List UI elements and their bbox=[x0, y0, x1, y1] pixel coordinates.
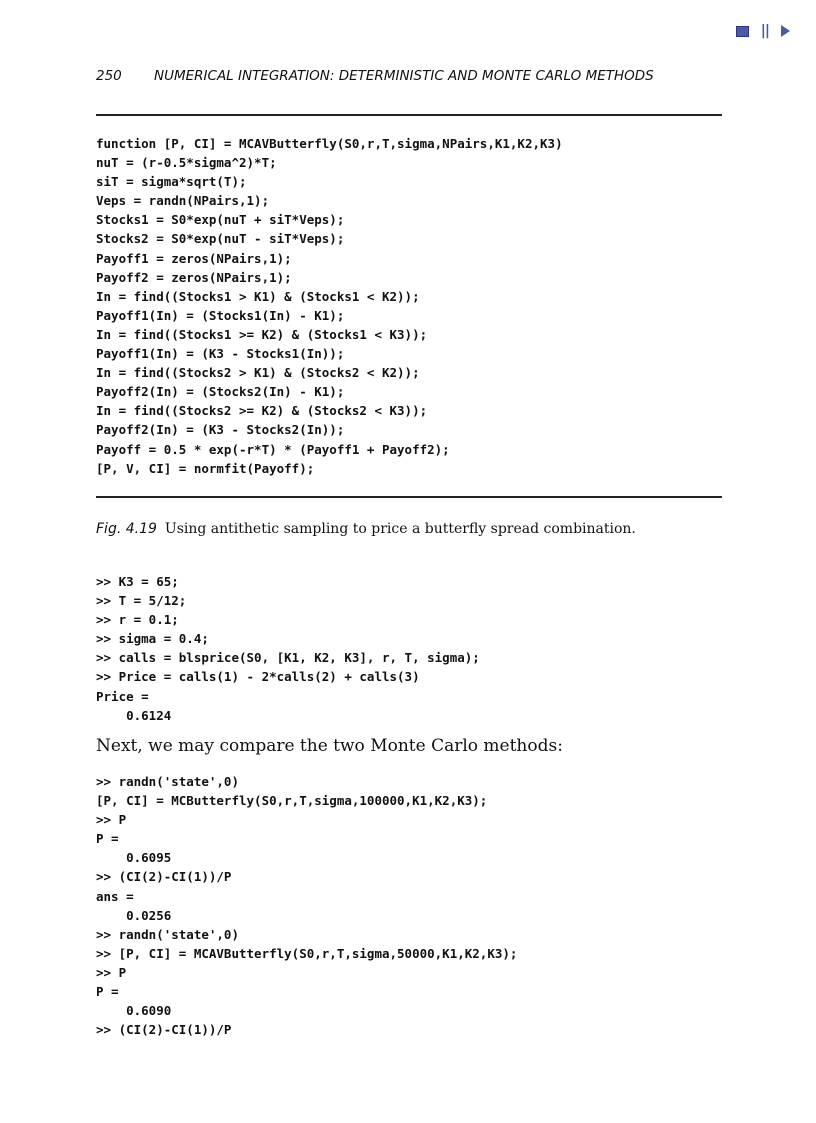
code-line: >> sigma = 0.4; bbox=[96, 631, 209, 647]
code-line: P = bbox=[96, 831, 119, 847]
code-line: Payoff2 = zeros(NPairs,1); bbox=[96, 269, 292, 285]
code-line: Payoff = 0.5 * exp(-r*T) * (Payoff1 + Payoff2); bbox=[96, 441, 450, 457]
code-line: >> randn('state',0) bbox=[96, 774, 239, 789]
code-line: >> Price = calls(1) - 2*calls(2) + calls(3) bbox=[96, 669, 420, 685]
figure-caption bbox=[96, 521, 636, 537]
code-line: In = find((Stocks1 >= K2) & (Stocks1 < K3)); bbox=[96, 326, 428, 342]
running-header bbox=[96, 68, 720, 84]
code-line: >> T = 5/12; bbox=[96, 593, 187, 609]
code-line: function [P, CI] = MCAVButterfly(S0,r,T,sigma,NPairs,K1,K2,K3) bbox=[96, 136, 563, 151]
code-line: siT = sigma*sqrt(T); bbox=[96, 174, 247, 190]
code-line: >> (CI(2)-CI(1))/P bbox=[96, 869, 232, 885]
code-line: 0.0256 bbox=[96, 907, 172, 923]
bottom-rule bbox=[96, 496, 722, 498]
code-line: >> calls = blsprice(S0, [K1, K2, K3], r, T, sigma); bbox=[96, 650, 480, 666]
body-text: Next, we may compare the two Monte Carlo methods: bbox=[96, 736, 563, 756]
code-line: P = bbox=[96, 984, 119, 1000]
code-line: >> P bbox=[96, 812, 127, 828]
top-rule bbox=[96, 114, 722, 116]
page-number: 250 bbox=[96, 68, 122, 84]
chapter-title: NUMERICAL INTEGRATION: DETERMINISTIC AND MONTE CARLO METHODS bbox=[154, 68, 654, 84]
code-line: Payoff1 = zeros(NPairs,1); bbox=[96, 250, 292, 266]
pause-icon[interactable]: || bbox=[760, 23, 769, 39]
matlab-session-1 bbox=[96, 572, 480, 725]
code-line: In = find((Stocks2 >= K2) & (Stocks2 < K3)); bbox=[96, 403, 428, 419]
code-line: Stocks1 = S0*exp(nuT + siT*Veps); bbox=[96, 212, 345, 228]
play-icon[interactable] bbox=[781, 25, 790, 37]
code-line: [P, V, CI] = normfit(Payoff); bbox=[96, 460, 315, 476]
figure-label: Fig. 4.19 bbox=[96, 521, 157, 537]
code-line: 0.6090 bbox=[96, 1003, 172, 1019]
code-line: >> randn('state',0) bbox=[96, 926, 239, 942]
code-listing bbox=[96, 134, 563, 478]
code-line: >> (CI(2)-CI(1))/P bbox=[96, 1022, 232, 1038]
code-line: [P, CI] = MCButterfly(S0,r,T,sigma,100000,K1,K2,K3); bbox=[96, 793, 488, 809]
code-line: >> P bbox=[96, 964, 127, 980]
code-line: Payoff1(In) = (Stocks1(In) - K1); bbox=[96, 307, 345, 323]
code-line: ans = bbox=[96, 888, 134, 904]
code-line: >> r = 0.1; bbox=[96, 612, 179, 628]
code-line: nuT = (r-0.5*sigma^2)*T; bbox=[96, 155, 277, 171]
code-line: In = find((Stocks1 > K1) & (Stocks1 < K2)); bbox=[96, 288, 420, 304]
code-line: Price = bbox=[96, 688, 149, 704]
caption-text: Using antithetic sampling to price a butterfly spread combination. bbox=[164, 521, 636, 537]
code-line: Veps = randn(NPairs,1); bbox=[96, 193, 270, 209]
code-line: Stocks2 = S0*exp(nuT - siT*Veps); bbox=[96, 231, 345, 247]
code-line: >> K3 = 65; bbox=[96, 574, 179, 589]
matlab-session-2 bbox=[96, 772, 517, 1039]
code-line: Payoff1(In) = (K3 - Stocks1(In)); bbox=[96, 346, 345, 362]
code-line: 0.6124 bbox=[96, 707, 172, 723]
code-line: >> [P, CI] = MCAVButterfly(S0,r,T,sigma,50000,K1,K2,K3); bbox=[96, 945, 518, 961]
square-icon[interactable] bbox=[736, 26, 749, 37]
code-line: In = find((Stocks2 > K1) & (Stocks2 < K2)); bbox=[96, 365, 420, 381]
code-line: Payoff2(In) = (Stocks2(In) - K1); bbox=[96, 384, 345, 400]
viewer-toolbar bbox=[736, 24, 790, 38]
code-line: Payoff2(In) = (K3 - Stocks2(In)); bbox=[96, 422, 345, 438]
code-line: 0.6095 bbox=[96, 850, 172, 866]
